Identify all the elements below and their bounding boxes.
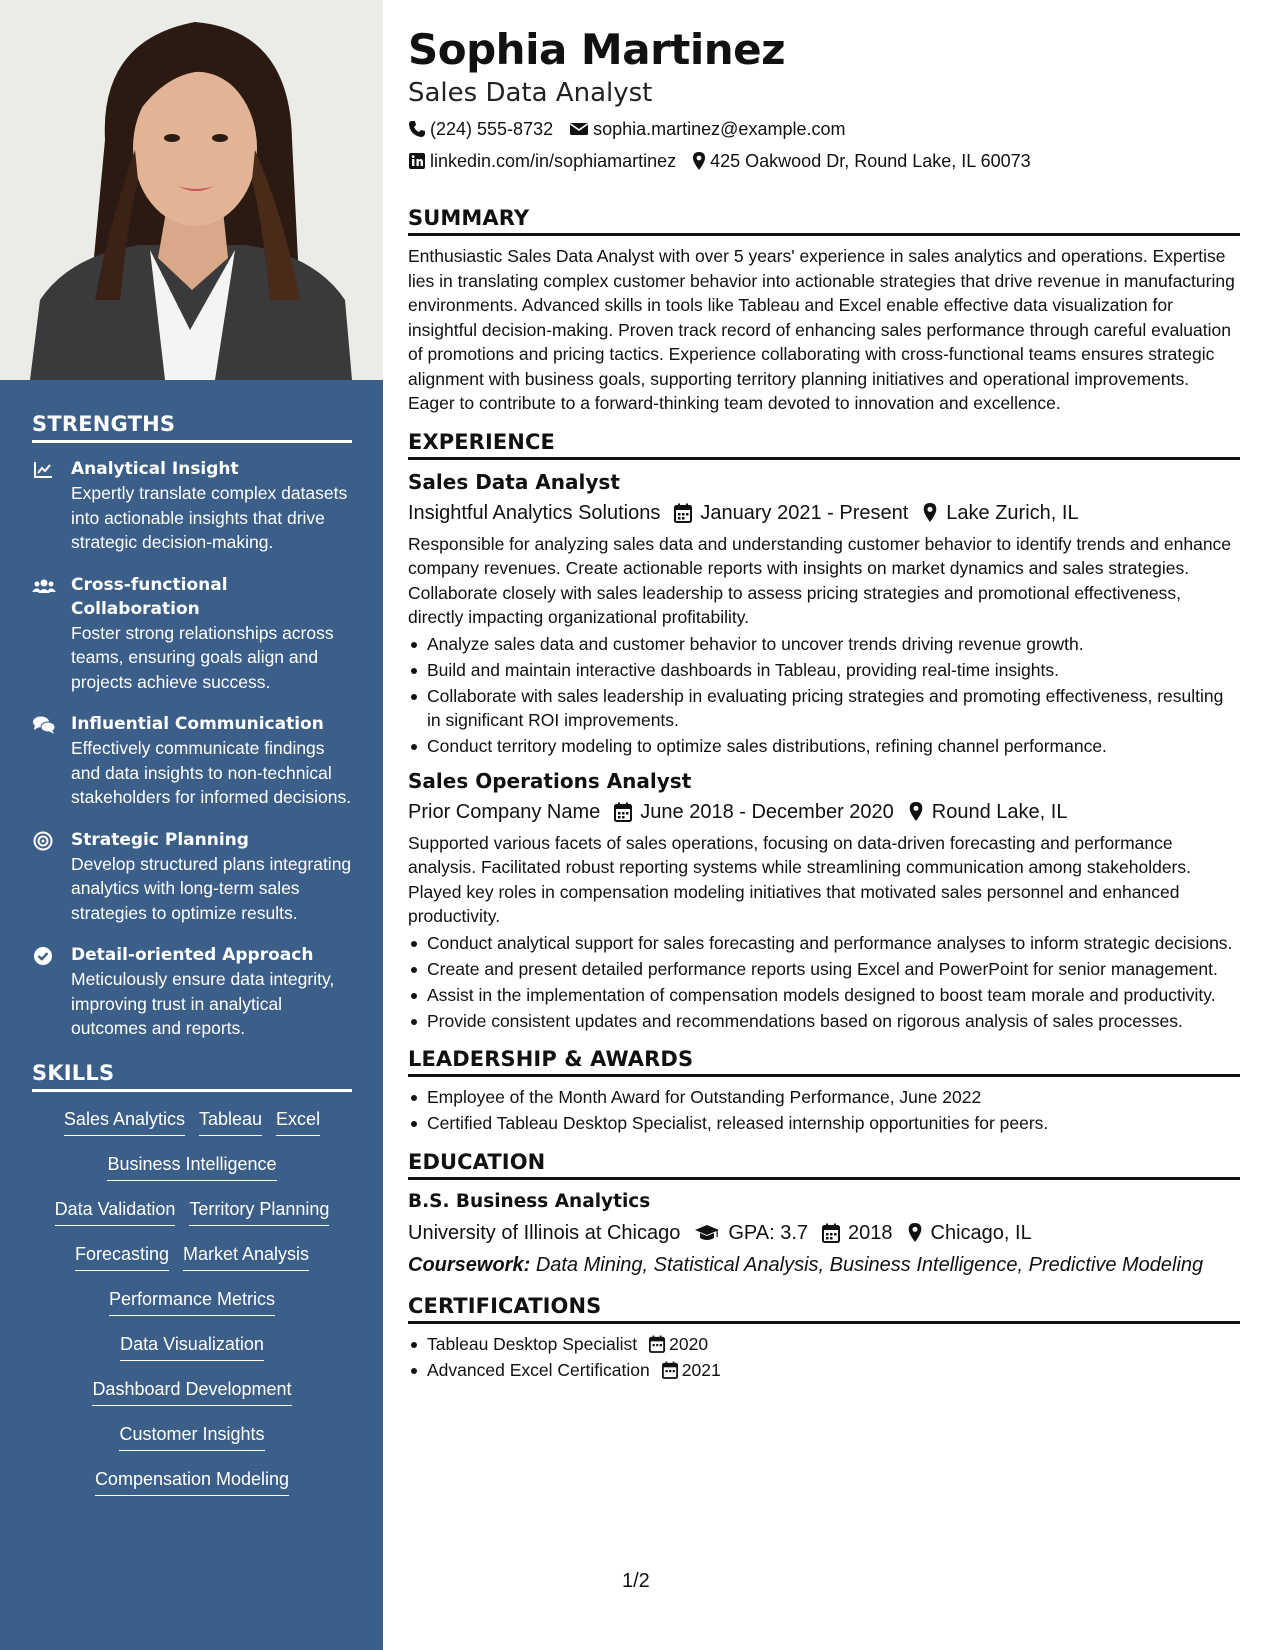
job-title: Sales Data Analyst <box>408 469 620 494</box>
coursework-label: Coursework: <box>408 1253 531 1276</box>
bullseye-icon <box>32 830 54 852</box>
check-circle-icon <box>32 945 54 967</box>
job-entry <box>408 468 1240 759</box>
certifications-heading: CERTIFICATIONS <box>408 1294 1240 1324</box>
certification-year: 2020 <box>669 1333 709 1354</box>
skills-row <box>32 1378 352 1423</box>
strength-desc: Foster strong relationships across teams, ensuring goals align and projects achieve success. <box>71 622 334 692</box>
skills-row <box>32 1423 352 1468</box>
certification <box>427 1358 721 1383</box>
job-meta <box>408 496 1240 530</box>
job-bullets <box>408 632 1240 759</box>
company-name: Insightful Analytics Solutions <box>408 501 661 524</box>
list-item: Employee of the Month Award for Outstanding Performance, June 2022 <box>408 1085 1240 1110</box>
job-title: Sales Operations Analyst <box>408 768 692 793</box>
job-location <box>908 795 1068 829</box>
line-chart-icon <box>32 459 54 481</box>
strength-item <box>32 943 352 1041</box>
strength-desc: Meticulously ensure data integrity, improving trust in analytical outcomes and reports. <box>71 969 335 1038</box>
job-dates-text: January 2021 - Present <box>700 501 909 524</box>
contact-line <box>408 146 1240 176</box>
comments-icon <box>32 714 54 736</box>
strengths-heading: STRENGTHS <box>32 412 352 443</box>
skills-row <box>32 1198 352 1243</box>
skill-tag: Forecasting <box>75 1243 169 1271</box>
skill-tag: Excel <box>276 1108 320 1136</box>
list-item: Conduct analytical support for sales forecasting and performance analyses to inform strategic decisions. <box>408 931 1240 956</box>
degree-title: B.S. Business Analytics <box>408 1190 651 1212</box>
phone-icon <box>408 120 426 138</box>
gpa-text: GPA: 3.7 <box>728 1221 809 1244</box>
company-name: Prior Company Name <box>408 800 601 823</box>
map-marker-icon <box>907 1222 923 1243</box>
strength-title: Cross-functional Collaboration <box>71 574 228 619</box>
phone-contact[interactable] <box>408 114 553 144</box>
list-item: Analyze sales data and customer behavior to uncover trends driving revenue growth. <box>408 632 1240 657</box>
certification-year: 2021 <box>681 1359 721 1380</box>
skills-row <box>32 1108 352 1153</box>
skills-row <box>32 1153 352 1198</box>
sidebar <box>0 0 383 1650</box>
map-marker-icon <box>908 801 924 822</box>
skills-row <box>32 1243 352 1288</box>
gpa <box>694 1216 808 1250</box>
skill-tag: Customer Insights <box>119 1423 264 1451</box>
summary-text: Enthusiastic Sales Data Analyst with over 5 years' experience in sales analytics and operations. Expertise lies in translating complex customer behavior into actionable strategies that drive revenue in manufacturing environments. Advanced skills in tools like Tableau and Excel enable effective data visualization for insightful decision-making. Proven track record of enhancing sales performance through careful evaluation of promotions and pricing tactics. Experience collaborating with cross-functional teams ensures strategic alignment with business goals, supporting territory planning initiatives and operational improvements. Eager to contribute to a forward-thinking team devoted to innovation and excellence. <box>408 246 1235 413</box>
map-marker-icon <box>922 502 938 523</box>
skill-tag: Sales Analytics <box>64 1108 185 1136</box>
strength-desc: Effectively communicate findings and data insights to non-technical stakeholders for informed decisions. <box>71 738 352 807</box>
strength-title: Influential Communication <box>71 714 324 734</box>
profile-photo <box>0 0 383 380</box>
skill-tag: Data Validation <box>55 1198 176 1226</box>
address-text: 425 Oakwood Dr, Round Lake, IL 60073 <box>710 151 1031 171</box>
skill-tag: Performance Metrics <box>109 1288 275 1316</box>
job-summary: Responsible for analyzing sales data and understanding customer behavior to identify trends and enhance company revenues. Create actionable reports with insights on market dynamics and sales strategies. Collaborate closely with sales leadership to assess pricing strategies and promotional effectiveness, directly impacting organizational profitability. <box>408 533 1232 627</box>
list-item: Collaborate with sales leadership in evaluating pricing strategies and promoting effectiveness, resulting in significant ROI improvements. <box>408 684 1240 733</box>
candidate-name: Sophia Martinez <box>408 25 786 74</box>
calendar-icon <box>822 1223 840 1243</box>
skill-tag: Dashboard Development <box>92 1378 291 1406</box>
skill-tag: Market Analysis <box>183 1243 309 1271</box>
strength-item <box>32 712 352 810</box>
linkedin-text: linkedin.com/in/sophiamartinez <box>430 151 677 171</box>
leadership-heading: LEADERSHIP & AWARDS <box>408 1047 1240 1077</box>
strength-title: Analytical Insight <box>71 459 239 479</box>
job-dates-text: June 2018 - December 2020 <box>640 800 894 823</box>
experience-heading: EXPERIENCE <box>408 430 1240 460</box>
certification-name: Advanced Excel Certification <box>427 1359 650 1380</box>
leadership-list <box>408 1085 1240 1136</box>
list-item: Provide consistent updates and recommendations based on rigorous analysis of sales processes. <box>408 1009 1240 1034</box>
skill-tag: Data Visualization <box>120 1333 264 1361</box>
coursework-list: Data Mining, Statistical Analysis, Business Intelligence, Predictive Modeling <box>535 1253 1204 1276</box>
candidate-title: Sales Data Analyst <box>408 78 653 108</box>
list-item: Certified Tableau Desktop Specialist, released internship opportunities for peers. <box>408 1111 1240 1136</box>
page-number: 1/2 <box>622 1570 650 1592</box>
strength-desc: Develop structured plans integrating analytics with long-term sales strategies to optimize results. <box>71 853 352 923</box>
education-location <box>907 1216 1032 1250</box>
coursework <box>408 1250 1240 1280</box>
skills-row <box>32 1333 352 1378</box>
job-dates <box>614 795 894 829</box>
strength-title: Detail-oriented Approach <box>71 945 314 965</box>
envelope-icon <box>569 121 589 137</box>
contact-line <box>408 114 1240 144</box>
job-dates <box>674 496 908 530</box>
phone-text: (224) 555-8732 <box>430 119 554 139</box>
list-item: Create and present detailed performance reports using Excel and PowerPoint for senior management. <box>408 957 1240 982</box>
map-marker-icon <box>692 151 706 171</box>
education-heading: EDUCATION <box>408 1150 1240 1180</box>
certifications-list <box>408 1332 1240 1383</box>
job-entry <box>408 767 1240 1034</box>
calendar-icon <box>649 1335 665 1353</box>
users-icon <box>32 575 54 597</box>
year-text: 2018 <box>848 1221 893 1244</box>
job-location-text: Round Lake, IL <box>931 800 1068 823</box>
main-content <box>408 24 1240 1384</box>
skill-tag: Tableau <box>199 1108 262 1136</box>
education-meta <box>408 1216 1240 1250</box>
certification-name: Tableau Desktop Specialist <box>427 1333 638 1354</box>
job-meta <box>408 795 1240 829</box>
skill-tag: Territory Planning <box>189 1198 329 1226</box>
strength-item <box>32 828 352 926</box>
address-contact <box>692 146 1031 176</box>
calendar-icon <box>614 802 632 822</box>
list-item: Conduct territory modeling to optimize sales distributions, refining channel performance. <box>408 734 1240 759</box>
location-text: Chicago, IL <box>930 1221 1032 1244</box>
strength-title: Strategic Planning <box>71 829 249 850</box>
strength-item <box>32 457 352 555</box>
list-item <box>408 1332 1240 1357</box>
strength-item <box>32 573 352 695</box>
linkedin-icon <box>408 152 426 170</box>
sidebar-content <box>32 412 352 1513</box>
graduation-year <box>822 1216 893 1250</box>
skills-heading: SKILLS <box>32 1061 352 1092</box>
linkedin-contact[interactable] <box>408 146 676 176</box>
job-location <box>922 496 1078 530</box>
email-text: sophia.martinez@example.com <box>593 119 846 139</box>
list-item: Assist in the implementation of compensation models designed to boost team morale and productivity. <box>408 983 1240 1008</box>
certification <box>427 1332 708 1357</box>
job-bullets <box>408 931 1240 1034</box>
skills-row <box>32 1468 352 1513</box>
skill-tag: Compensation Modeling <box>95 1468 289 1496</box>
strength-desc: Expertly translate complex datasets into actionable insights that drive strategic decision-making. <box>71 483 348 552</box>
list-item <box>408 1358 1240 1383</box>
skills-row <box>32 1288 352 1333</box>
school-name: University of Illinois at Chicago <box>408 1221 681 1244</box>
calendar-icon <box>662 1361 678 1379</box>
summary-heading: SUMMARY <box>408 206 1240 236</box>
job-location-text: Lake Zurich, IL <box>946 501 1079 524</box>
graduation-cap-icon <box>694 1224 720 1242</box>
email-contact[interactable] <box>569 114 845 144</box>
skill-tag: Business Intelligence <box>107 1153 276 1181</box>
calendar-icon <box>674 503 692 523</box>
job-summary: Supported various facets of sales operations, focusing on data-driven forecasting and performance analysis. Facilitated robust reporting systems while streamlining communication among stakeholders. Played key roles in compensation modeling initiatives that motivated sales personnel and enhanced productivity. <box>408 832 1191 926</box>
list-item: Build and maintain interactive dashboards in Tableau, providing real-time insights. <box>408 658 1240 683</box>
